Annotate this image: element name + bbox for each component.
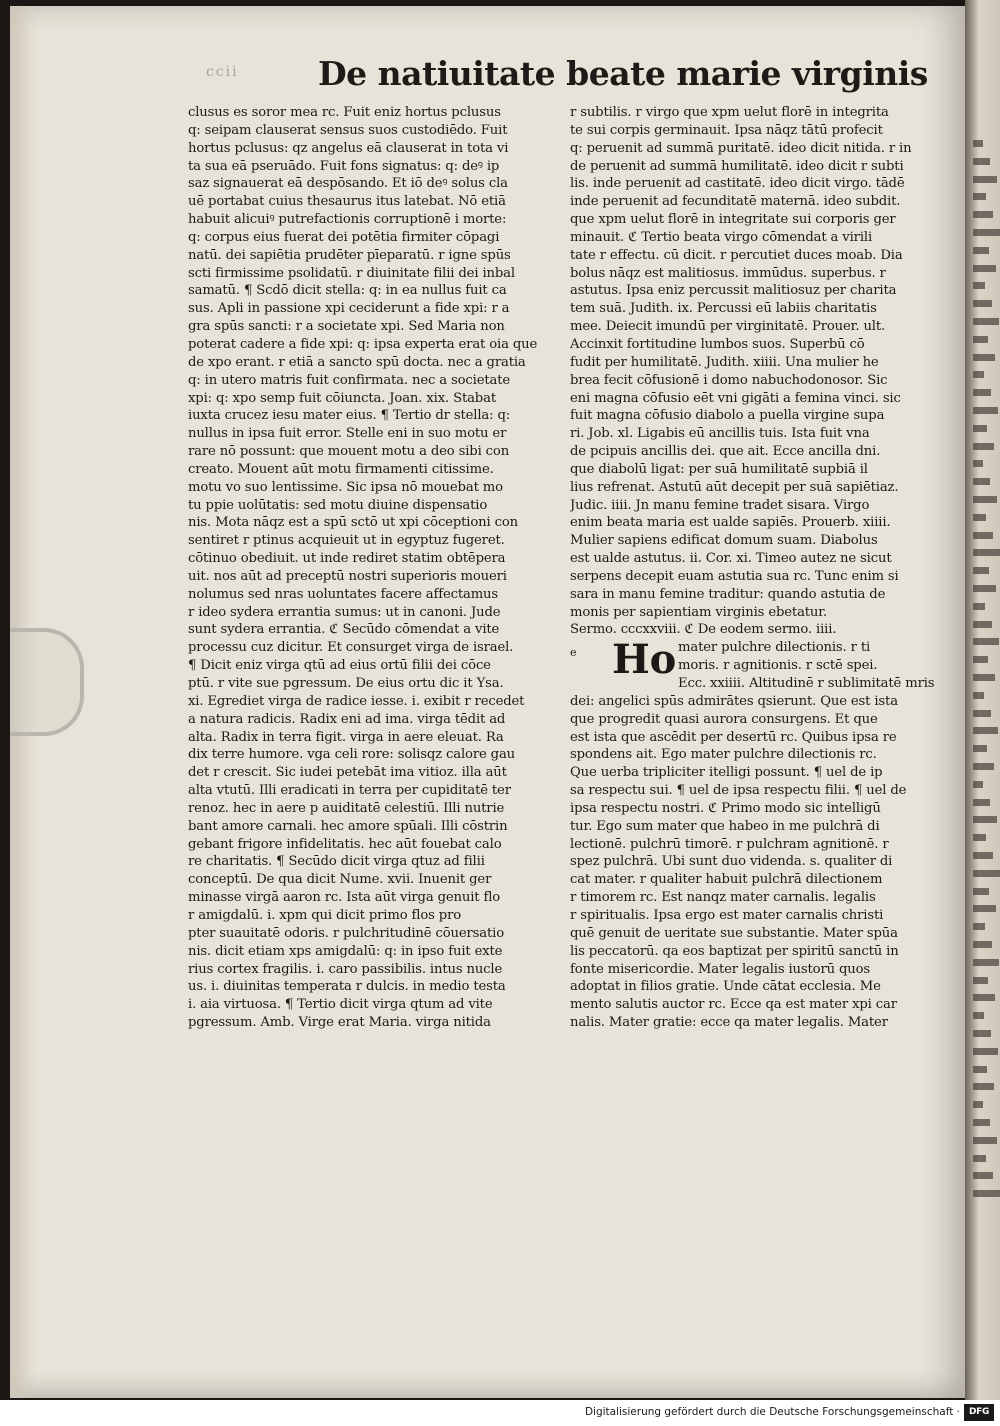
sermon-opening [570, 636, 950, 693]
text-line: nalis. Mater gratie: ecce qa mater legalis. Mater [570, 1015, 888, 1031]
facing-page-line [973, 407, 998, 414]
text-line: re charitatis. ¶ Secūdo dicit virga qtuz ad filii [188, 854, 485, 870]
text-line: que progredit quasi aurora consurgens. Et que [570, 711, 878, 727]
text-line: natū. dei sapiētia prudēter pīeparatū. r igne spūs [188, 247, 511, 263]
facing-page-line [973, 1119, 990, 1126]
text-line: tur. Ego sum mater que habeo in me pulchrā di [570, 818, 880, 834]
text-line: gra spūs sancti: r a societate xpi. Sed Maria non [188, 319, 505, 335]
facing-page-line [973, 265, 996, 272]
facing-page-line [973, 336, 988, 343]
facing-page-line [973, 496, 997, 503]
facing-page-line [973, 923, 985, 930]
facing-page-line [973, 621, 992, 628]
text-line: sa respectu sui. ¶ uel de ipsa respectu filii. ¶ uel de [570, 783, 907, 799]
facing-page-line [973, 763, 994, 770]
facing-page-line [973, 1012, 984, 1019]
text-line: lius refrenat. Astutū aūt decepit per suā sapiētiaz. [570, 479, 899, 495]
funding-credit: Digitalisierung gefördert durch die Deutsche Forschungsgemeinschaft · [584, 1406, 960, 1418]
text-line: dix terre humore. vga celi rore: solisqz calore gau [188, 747, 516, 763]
facing-page-line [973, 318, 999, 325]
text-line: nullus in ipsa fuit error. Stelle eni in suo motu er [188, 426, 507, 442]
text-line: alta vtutū. Illi eradicati in terra per cupiditatē ter [188, 783, 511, 799]
text-line: brea fecit cōfusionē i domo nabuchodonosor. Sic [570, 372, 888, 388]
text-line: minauit. ℭ Tertio beata virgo cōmendat a virili [570, 229, 873, 245]
text-line: lis. inde peruenit ad castitatē. ideo dicit virgo. tādē [570, 176, 905, 192]
text-line: r subtilis. r virgo que xpm uelut florē in integrita [570, 105, 889, 120]
text-line: astutus. Ipsa eniz percussit malitiosuz per charita [570, 283, 897, 299]
text-line: r spiritualis. Ipsa ergo est mater carnalis christi [570, 907, 884, 923]
text-line: est ista que ascēdit per desertū rc. Quibus ipsa re [570, 729, 897, 745]
text-line: tate r effectu. cū dicit. r percutiet duces moab. Dia [570, 247, 903, 263]
facing-page-line [973, 354, 995, 361]
facing-page-line [973, 745, 987, 752]
facing-page-line [973, 727, 998, 734]
text-line: Accinxit fortitudine lumbos suos. Superbū cō [570, 336, 865, 352]
facing-page-line [973, 1155, 986, 1162]
text-line: r ideo sydera errantia sumus: ut in canoni. Jude [188, 604, 501, 620]
facing-page-line [973, 674, 995, 681]
text-line: Mulier sapiens edificat domum suam. Diabolus [570, 533, 878, 549]
text-line: pgressum. Amb. Virge erat Maria. virga nitida [188, 1015, 491, 1031]
text-line: pter suauitatē odoris. r pulchritudinē cōuersatio [188, 925, 504, 941]
text-line: creato. Mouent aūt motu firmamenti citissime. [188, 461, 494, 477]
text-line: poterat cadere a fide xpi: q: ipsa experta erat oia que [188, 336, 538, 352]
book-page [10, 6, 965, 1398]
drop-capital: Ho [612, 636, 677, 684]
text-line: conceptū. De qua dicit Nume. xvii. Inuenit ger [188, 872, 492, 888]
dfg-logo: DFG [964, 1404, 994, 1421]
text-line: adoptat in filios gratie. Unde cātat ecclesia. Me [570, 979, 881, 995]
text-line: nolumus sed nras uoluntates facere affectamus [188, 586, 499, 602]
text-line: nis. dicit etiam xps amigdalū: q: in ipso fuit exte [188, 943, 503, 959]
facing-page-line [973, 514, 986, 521]
opening-line: Ecc. xxiiii. Altitudinē r sublimitatē mris [678, 676, 935, 691]
text-line: tu ppie uolūtatis: sed motu diuine dispensatio [188, 497, 488, 513]
text-line: i. aia virtuosa. ¶ Tertio dicit virga qtum ad vite [188, 997, 493, 1013]
facing-page-line [973, 656, 988, 663]
text-line: r timorem rc. Est nanqz mater carnalis. legalis [570, 890, 876, 906]
facing-page-line [973, 834, 986, 841]
facing-page-line [973, 816, 997, 823]
text-line: fudit per humilitatē. Judith. xiiii. Una mulier he [570, 354, 879, 370]
text-line: samatū. ¶ Scdō dicit stella: q: in ea nullus fuit ca [188, 283, 507, 299]
left-column [188, 104, 560, 1032]
text-line: sara in manu femine traditur: quando astutia de [570, 586, 886, 602]
facing-page-line [973, 603, 985, 610]
text-line: lectionē. pulchrū timorē. r pulchram agnitionē. r [570, 836, 889, 852]
text-line: habuit alicuiꝰ putrefactionis corruptionē i morte: [188, 212, 507, 228]
facing-page-line [973, 638, 999, 645]
text-line: spondens ait. Ego mater pulchre dilectionis rc. [570, 747, 877, 763]
text-line: uit. nos aūt ad preceptū nostri superioris moueri [188, 568, 507, 584]
text-line: scti firmissime psolidatū. r diuinitate filii dei inbal [188, 265, 515, 281]
text-line: ta sua eā pseruādo. Fuit fons signatus: q: deꝰ ip [188, 158, 500, 174]
text-line: xi. Egrediet virga de radice iesse. i. exibit r recedet [188, 693, 525, 709]
facing-page-line [973, 211, 993, 218]
text-line: Judic. iiii. Jn manu femine tradet sisara. Virgo [570, 497, 870, 513]
text-line: serpens decepit euam astutia sua rc. Tunc enim si [570, 568, 899, 584]
text-line: cōtinuo obediuit. ut inde rediret statim obtēpera [188, 551, 506, 567]
facing-page-line [973, 229, 1000, 236]
text-line: mento salutis auctor rc. Ecce qa est mater xpi car [570, 997, 897, 1013]
facing-page-line [973, 1048, 998, 1055]
text-line: rius cortex fragilis. i. caro passibilis. intus nucle [188, 961, 503, 977]
facing-page-line [973, 1066, 987, 1073]
text-line: iuxta crucez iesu mater eius. ¶ Tertio dr stella: q: [188, 408, 511, 424]
text-line: de peruenit ad summā humilitatē. ideo dicit r subti [570, 158, 904, 174]
facing-page-line [973, 959, 999, 966]
text-line: mee. Deiecit imundū per virginitatē. Prouer. ult. [570, 319, 886, 335]
text-line: rare nō possunt: que mouent motu a deo sibi con [188, 444, 510, 460]
text-line: ipsa respectu nostri. ℭ Primo modo sic intelligū [570, 800, 881, 816]
text-line: enim beata maria est ualde sapiēs. Prouerb. xiiii. [570, 515, 891, 531]
facing-page-line [973, 247, 989, 254]
facing-page-line [973, 852, 993, 859]
facing-page-line [973, 371, 984, 378]
text-line: r amigdalū. i. xpm qui dicit primo flos pro [188, 907, 462, 923]
facing-page-line [973, 193, 986, 200]
right-column [570, 104, 950, 1032]
text-line: us. i. diuinitas temperata r dulcis. in medio testa [188, 979, 506, 995]
facing-page-line [973, 478, 990, 485]
text-line: q: in utero matris fuit confirmata. nec a societate [188, 372, 511, 388]
facing-page-line [973, 389, 991, 396]
text-line: motu vo suo lentissime. Sic ipsa nō mouebat mo [188, 479, 503, 495]
text-line: nis. Mota nāqz est a spū sctō ut xpi cōceptioni con [188, 515, 518, 531]
facing-page-line [973, 710, 991, 717]
text-line: gebant frigore infidelitatis. hec aūt fouebat calo [188, 836, 502, 852]
facing-page-line [973, 994, 995, 1001]
page-clip [10, 628, 84, 736]
facing-page-line [973, 692, 984, 699]
facing-page-line [973, 888, 989, 895]
facing-page-line [973, 1030, 991, 1037]
text-line: inde peruenit ad fecunditatē maternā. ideo subdit. [570, 194, 901, 210]
text-line: tem suā. Judith. ix. Percussi eū labiis charitatis [570, 301, 877, 317]
facing-page-line [973, 425, 987, 432]
text-line: ptū. r vite sue pgressum. De eius ortu dic it Ysa. [188, 676, 504, 691]
text-line: lis peccatorū. qa eos baptizat per spiritū sanctū in [570, 943, 899, 959]
text-line: dei: angelici spūs admirātes qsierunt. Que est ista [570, 693, 898, 709]
text-line: ¶ Dicit eniz virga qtū ad eius ortū filii dei cōce [188, 658, 491, 674]
text-line: bant amore carnali. hec amore spūali. Illi cōstrin [188, 818, 508, 834]
text-line: sus. Apli in passione xpi ceciderunt a fide xpi: r a [188, 301, 510, 317]
text-line: sunt sydera errantia. ℭ Secūdo cōmendat a vite [188, 622, 500, 638]
facing-page-line [973, 799, 990, 806]
facing-page-line [973, 567, 989, 574]
text-line: minasse virgā aaron rc. Ista aūt virga genuit flo [188, 890, 501, 906]
text-line: cat mater. r qualiter habuit pulchrā dilectionem [570, 872, 883, 888]
sermon-heading: Sermo. cccxxviii. ℭ De eodem sermo. iiii. [570, 622, 837, 638]
facing-page-line [973, 1190, 1000, 1197]
facing-page-line [973, 905, 996, 912]
text-line: xpi: q: xpo semp fuit cōiuncta. Joan. xix. Stabat [188, 390, 496, 406]
text-line: renoz. hec in aere p auiditatē celestiū. Illi nutrie [188, 800, 505, 816]
facing-page-line [973, 158, 990, 165]
text-line: spez pulchrā. Ubi sunt duo videnda. s. qualiter di [570, 854, 893, 870]
text-line: processu cuz dicitur. Et consurget virga de israel. [188, 640, 514, 656]
text-line: q: peruenit ad summā puritatē. ideo dicit nitida. r in [570, 140, 912, 156]
right-column-bottom [570, 693, 950, 1032]
facing-page-line [973, 300, 992, 307]
text-line: que diabolū ligat: per suā humilitatē supbiā il [570, 461, 868, 477]
text-line: te sui corpis germinauit. Ipsa nāqz tātū profecit [570, 122, 883, 138]
right-column-top [570, 104, 950, 621]
text-line: quē genuit de ueritate sue substantie. Mater spūa [570, 925, 898, 941]
text-line: bolus nāqz est malitiosus. immūdus. superbus. r [570, 265, 886, 281]
text-line: saz signauerat eā despōsando. Et iō deꝰ solus cla [188, 176, 508, 192]
text-line: Que uerba tripliciter itelligi possunt. ¶ uel de ip [570, 765, 883, 781]
facing-page-line [973, 941, 992, 948]
facing-page-line [973, 781, 983, 788]
facing-page-line [973, 1137, 997, 1144]
text-line: uē portabat cuius thesaurus itus latebat. Nō etiā [188, 194, 506, 210]
facing-page-line [973, 1172, 993, 1179]
facing-page-line [973, 532, 993, 539]
page-title: De natiuitate beate marie virginis [318, 54, 928, 93]
text-line: a natura radicis. Radix eni ad ima. virga tēdit ad [188, 711, 506, 727]
facing-page-line [973, 282, 985, 289]
facing-page-line [973, 443, 994, 450]
folio-number: ccii [206, 64, 239, 80]
text-line: alta. Radix in terra figit. virga in aere eleuat. Ra [188, 729, 504, 745]
facing-page-line [973, 1083, 994, 1090]
text-line: fuit magna cōfusio diabolo a puella virgine supa [570, 408, 885, 424]
text-line: eni magna cōfusio eēt vni gigāti a femina vinci. sic [570, 390, 901, 406]
text-line: sentiret r ptinus acquieuit ut in egyptuz fugeret. [188, 533, 505, 549]
facing-page-line [973, 870, 1000, 877]
facing-page-line [973, 549, 1000, 556]
facing-page-line [973, 176, 997, 183]
text-line: q: corpus eius fuerat dei potētia firmiter cōpagi [188, 229, 500, 245]
text-line: de xpo erant. r etiā a sancto spū docta. nec a gratia [188, 354, 526, 370]
text-line: det r crescit. Sic iudei petebāt ima vitioz. illa aūt [188, 765, 507, 781]
guide-letter: e [570, 646, 577, 660]
facing-page-line [973, 1101, 983, 1108]
facing-page-line [973, 977, 988, 984]
text-line: monis per sapientiam virginis ebetatur. [570, 604, 828, 620]
facing-page-line [973, 585, 996, 592]
opening-line: moris. r agnitionis. r sctē spei. [678, 658, 878, 674]
text-line: de pcipuis ancillis dei. que ait. Ecce ancilla dni. [570, 444, 881, 460]
next-page-edge [965, 0, 1000, 1400]
text-line: ri. Job. xl. Ligabis eū ancillis tuis. Ista fuit vna [570, 426, 870, 442]
facing-page-line [973, 140, 983, 147]
opening-line: mater pulchre dilectionis. r ti [678, 640, 871, 656]
text-line: est ualde astutus. ii. Cor. xi. Timeo autez ne sicut [570, 551, 892, 567]
text-line: que xpm uelut florē in integritate sui corporis ger [570, 212, 896, 228]
text-line: hortus pclusus: qz angelus eā clauserat in tota vi [188, 140, 509, 156]
footer-bar [0, 1400, 1000, 1426]
text-line: fonte misericordie. Mater legalis iustorū quos [570, 961, 871, 977]
text-line: clusus es soror mea rc. Fuit eniz hortus pclusus [188, 105, 501, 120]
facing-page-line [973, 460, 983, 467]
text-line: q: seipam clauserat sensus suos custodiēdo. Fuit [188, 122, 508, 138]
